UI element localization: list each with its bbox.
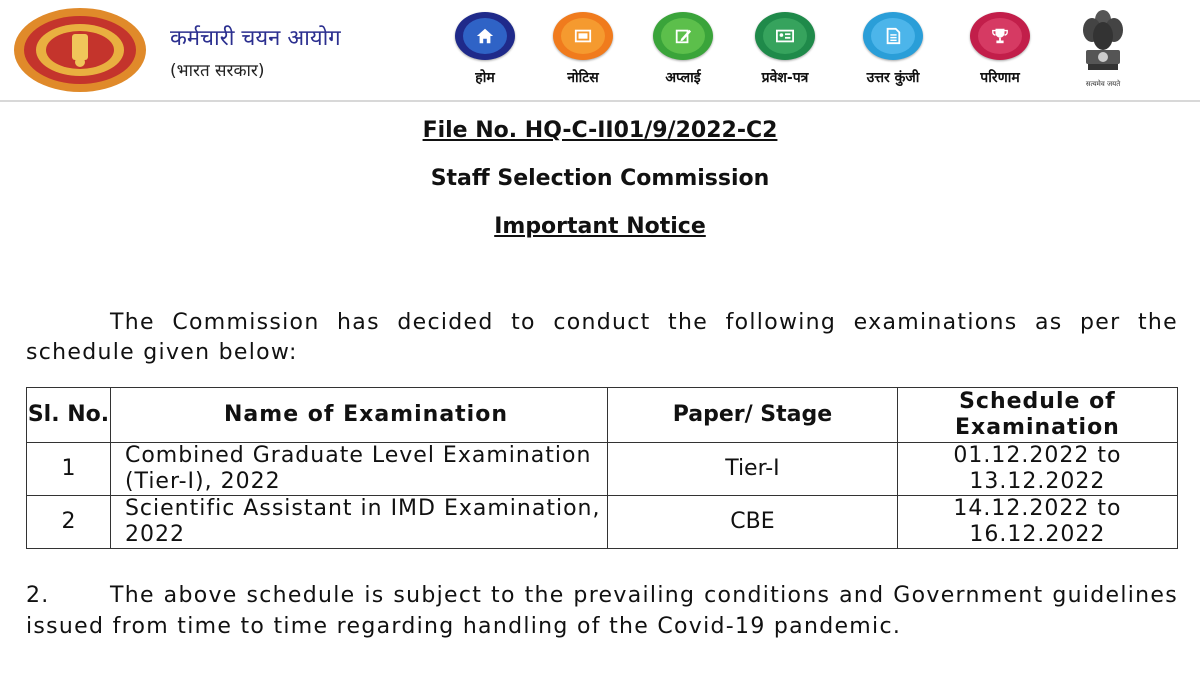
table-header-row — [27, 388, 1178, 443]
result-icon — [991, 27, 1009, 45]
col-header-sl-no: Sl. No. — [27, 388, 111, 443]
covid-paragraph: 2. The above schedule is subject to the prevailing conditions and Government guidelines issued from time to time regarding handling of the Covid-19 pandemic. — [26, 580, 1178, 642]
intro-paragraph: The Commission has decided to conduct the following examinations as per the schedule given below: — [26, 310, 1178, 365]
home-icon — [476, 27, 494, 45]
org-subtitle-hindi: (भारत सरकार) — [170, 61, 265, 81]
paragraph-number: 2. — [26, 583, 50, 608]
col-header-paper-stage: Paper/ Stage — [608, 388, 898, 443]
table-row — [27, 443, 1178, 496]
col-header-schedule: Schedule of Examination — [897, 388, 1177, 443]
nav-notice[interactable] — [543, 12, 623, 87]
nav-notice-label: नोटिस — [567, 70, 599, 86]
emblem-motto: सत्यमेव जयते — [1085, 80, 1121, 88]
col-header-exam-name: Name of Examination — [110, 388, 607, 443]
notice-heading: Important Notice — [494, 214, 706, 239]
apply-icon — [674, 27, 692, 45]
cell-schedule: 14.12.2022 to 16.12.2022 — [897, 496, 1177, 549]
cell-sl-no: 1 — [27, 443, 111, 496]
nav-answer-key[interactable] — [853, 12, 933, 87]
exam-schedule-table — [26, 387, 1178, 549]
org-name-hindi: कर्मचारी चयन आयोग — [170, 26, 341, 51]
site-header — [0, 0, 1200, 102]
cell-paper-stage: CBE — [608, 496, 898, 549]
top-nav — [0, 12, 1200, 92]
nav-answer-key-label: उत्तर कुंजी — [866, 70, 920, 86]
cell-schedule: 01.12.2022 to 13.12.2022 — [897, 443, 1177, 496]
cell-sl-no: 2 — [27, 496, 111, 549]
nav-result-label: परिणाम — [980, 70, 1020, 86]
table-row — [27, 496, 1178, 549]
nav-apply-label: अप्लाई — [665, 70, 701, 86]
file-number: File No. HQ-C-II01/9/2022-C2 — [422, 118, 778, 143]
commission-name: Staff Selection Commission — [430, 166, 770, 191]
nav-home[interactable] — [445, 12, 525, 87]
nav-apply[interactable] — [643, 12, 723, 87]
nav-admit-card[interactable] — [745, 12, 825, 87]
answer-key-icon — [884, 27, 902, 45]
nav-home-label: होम — [475, 70, 495, 86]
cell-exam-name: Scientific Assistant in IMD Examination, 2022 — [110, 496, 607, 549]
notice-icon — [574, 27, 592, 45]
cell-exam-name: Combined Graduate Level Examination (Tier-I), 2022 — [110, 443, 607, 496]
admit-card-icon — [776, 27, 794, 45]
nav-admit-card-label: प्रवेश-पत्र — [761, 70, 809, 86]
nav-result[interactable] — [960, 12, 1040, 87]
cell-paper-stage: Tier-I — [608, 443, 898, 496]
national-emblem — [1078, 6, 1128, 94]
